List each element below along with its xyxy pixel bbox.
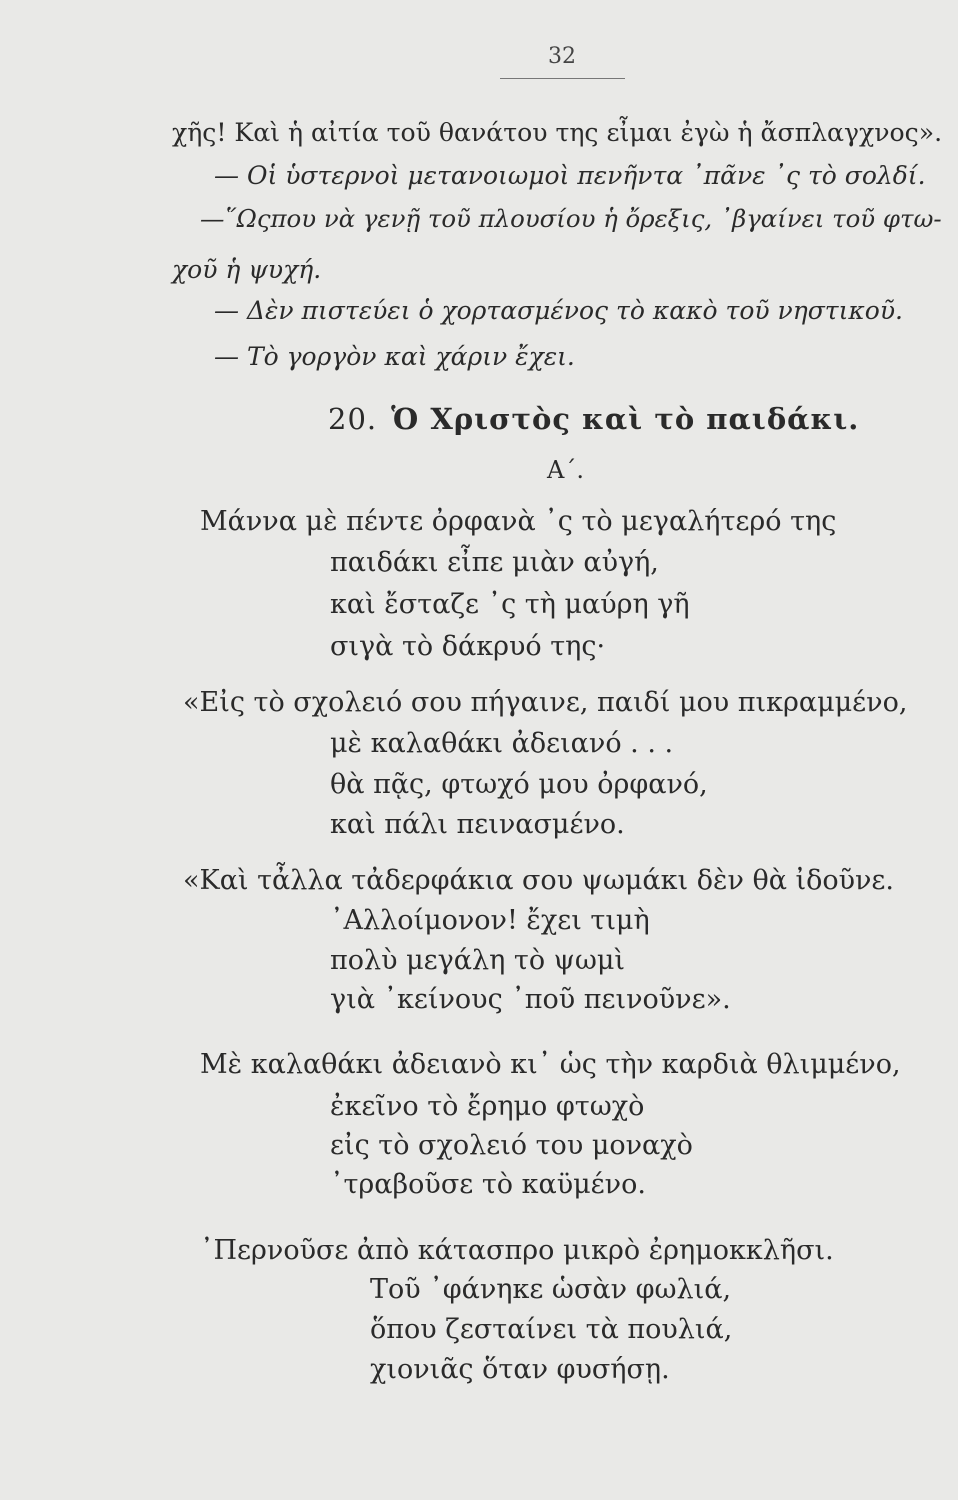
- poem-line: γιὰ ᾽κείνους ᾽ποῦ πεινοῦνε».: [330, 984, 731, 1015]
- poem-line: «Εἰς τὸ σχολειό σου πήγαινε, παιδί μου πικραμμένο,: [183, 687, 908, 718]
- section-heading: [328, 402, 859, 436]
- page-number: 32: [548, 44, 576, 69]
- proverb-line: χοῦ ἡ ψυχή.: [172, 255, 322, 284]
- page-number-rule: [500, 78, 625, 79]
- poem-line: πολὺ μεγάλη τὸ ψωμὶ: [330, 945, 625, 976]
- poem-line: ᾽τραβοῦσε τὸ καϋμένο.: [330, 1169, 646, 1200]
- section-part: Α΄.: [547, 456, 584, 484]
- proverb-line: — Δὲν πιστεύει ὁ χορτασμένος τὸ κακὸ τοῦ νηστικοῦ.: [214, 296, 903, 325]
- section-number: 20.: [328, 402, 378, 436]
- poem-line: Τοῦ ᾽φάνηκε ὡσὰν φωλιά,: [370, 1274, 732, 1305]
- prose-line: χῆς! Καὶ ἡ αἰτία τοῦ θανάτου της εἶμαι ἐγὼ ἡ ἄσπλαγχνος».: [172, 118, 943, 147]
- proverb-line: — Τὸ γοργὸν καὶ χάριν ἔχει.: [214, 342, 575, 371]
- poem-line: ἐκεῖνο τὸ ἔρημο φτωχὸ: [330, 1091, 645, 1122]
- poem-line: καὶ ἔσταζε ᾽ς τὴ μαύρη γῆ: [330, 589, 690, 620]
- poem-line: Μὲ καλαθάκι ἀδειανὸ κι᾽ ὡς τὴν καρδιὰ θλιμμένο,: [200, 1049, 901, 1080]
- poem-line: ᾽Αλλοίμονον! ἔχει τιμὴ: [330, 905, 650, 936]
- poem-line: παιδάκι εἶπε μιὰν αὐγή,: [330, 547, 659, 578]
- poem-line: καὶ πάλι πεινασμένο.: [330, 809, 625, 840]
- poem-line: ὅπου ζεσταίνει τὰ πουλιά,: [370, 1314, 733, 1345]
- poem-line: ᾽Περνοῦσε ἀπὸ κάτασπρο μικρὸ ἐρημοκκλῆσι.: [200, 1235, 834, 1266]
- poem-line: εἰς τὸ σχολειό του μοναχὸ: [330, 1130, 693, 1161]
- poem-line: Μάννα μὲ πέντε ὀρφανὰ ᾽ς τὸ μεγαλήτερό της: [200, 506, 837, 537]
- proverb-line: —῞Ωςπου νὰ γενῇ τοῦ πλουσίου ἡ ὄρεξις, ᾽βγαίνει τοῦ φτω-: [200, 204, 942, 233]
- poem-line: σιγὰ τὸ δάκρυό της·: [330, 631, 606, 662]
- poem-line: θὰ πᾷς, φτωχό μου ὀρφανό,: [330, 769, 708, 800]
- poem-line: «Καὶ τἆλλα τἀδερφάκια σου ψωμάκι δὲν θὰ ἰδοῦνε.: [183, 865, 895, 896]
- proverb-line: — Οἱ ὑστερνοὶ μετανοιωμοὶ πενῆντα ᾽πᾶνε ᾽ς τὸ σολδί.: [214, 161, 926, 190]
- poem-line: μὲ καλαθάκι ἀδειανό . . .: [330, 728, 674, 759]
- section-title: Ὁ Χριστὸς καὶ τὸ παιδάκι.: [391, 402, 860, 436]
- poem-line: χιονιᾶς ὅταν φυσήσῃ.: [370, 1354, 670, 1385]
